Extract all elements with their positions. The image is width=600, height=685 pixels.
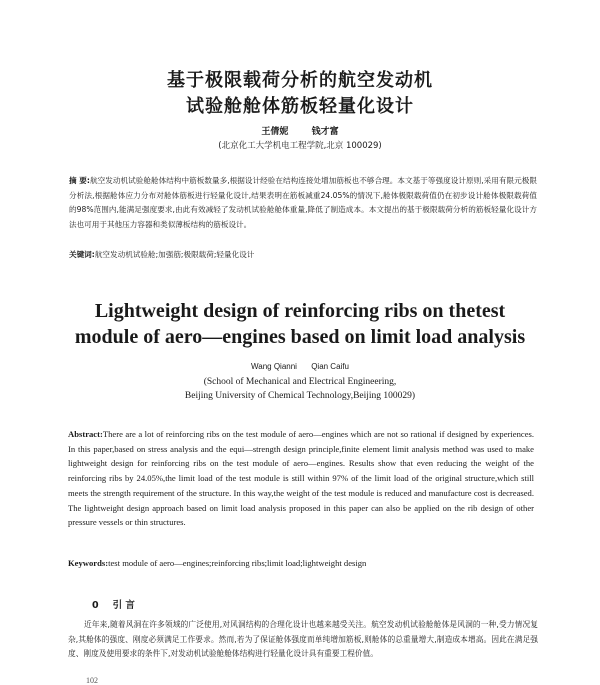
en-keywords: [68, 558, 534, 568]
cn-title-line1: 基于极限载荷分析的航空发动机: [167, 70, 433, 91]
section-number: 0: [92, 600, 99, 611]
cn-abstract: [69, 174, 537, 232]
cn-author-1: 王倩妮: [261, 127, 289, 137]
cn-keywords-text: 航空发动机试验舱;加强筋;极限载荷;轻量化设计: [94, 250, 255, 259]
en-title-line1: Lightweight design of reinforcing ribs on thetest: [94, 300, 506, 322]
cn-abstract-text: 航空发动机试验舱舱体结构中筋板数量多,根据设计经验在结构连接处增加筋板也不够合理。本文基于等强度设计原则,采用有限元极限分析法,根据舱体应力分布对舱体筋板进行轻量化设计,结果表明在筋板减重24.05%的情况下,舱体极限载荷值仍在初步设计舱体极限载荷值的98%范围内,能满足强度要求,由此有效减轻了发动机试验舱舱体重量,降低了制造成本。本文提出的基于极限载荷分析的筋板轻量化设计方法也可用于其他压力容器和类似薄板结构的筋板设计。: [69, 176, 537, 229]
intro-paragraph: 近年来,随着风洞在许多领域的广泛使用,对风洞结构的合理化设计也越来越受关注。航空发动机试验舱舱体是风洞的一种,受力情况复杂,其舱体的强度、刚度必须满足工作要求。然而,若为了保证舱体强度而单纯增加筋板,则舱体的总重量增大,制造成本增高。因此在满足强度、刚度及使用要求的条件下,对发动机试验舱舱体结构进行轻量化设计具有重要工程价值。: [68, 620, 538, 659]
cn-author-2: 钱才富: [311, 127, 339, 137]
en-keywords-text: test module of aero—engines;reinforcing ribs;limit load;lightweight design: [108, 558, 367, 568]
cn-keywords: [69, 249, 537, 260]
en-affiliation-line2: Beijing University of Chemical Technology,Beijing 100029): [184, 391, 416, 401]
cn-keywords-label: 关键词:: [69, 250, 95, 259]
section-heading: [92, 597, 135, 611]
en-abstract: [68, 427, 534, 530]
cn-authors: [0, 124, 600, 137]
en-author-2: Qian Caifu: [311, 362, 349, 371]
en-author-1: Wang Qianni: [251, 362, 297, 371]
en-keywords-label: Keywords:: [68, 558, 109, 568]
cn-title-line2: 试验舱舱体筋板轻量化设计: [186, 96, 414, 117]
en-abstract-label: Abstract:: [68, 429, 103, 439]
en-affiliation-line1: (School of Mechanical and Electrical Engineering,: [203, 377, 397, 387]
en-title-line2: module of aero—engines based on limit load analysis: [74, 326, 526, 348]
cn-abstract-label: 摘 要:: [69, 176, 90, 185]
section-title: 引 言: [112, 600, 135, 611]
en-authors: [0, 362, 600, 371]
cn-affiliation: (北京化工大学机电工程学院,北京 100029): [218, 141, 382, 151]
page-number: 102: [86, 676, 98, 685]
en-abstract-text: There are a lot of reinforcing ribs on the test module of aero—engines which are not so rational if designed by experiences. In this paper,based on stress analysis and the equi—strength design principle,finite element limit analysis method was used to make lightweight design for reinforcing ribs on the test module of aero—engines. Results show that even reducing the weight of the reinforcing ribs by 24.05%,the limit load of the test module is still within 97% of the limit load of the original structure,which still meets the strength requirement of the structure. In this way,the weight of the test module is reduced and manufacture cost is decreased. The lightweight design approach based on limit load analysis proposed in this paper can also be applied on the rib design of other pressure vessels or thin structures.: [68, 429, 534, 528]
